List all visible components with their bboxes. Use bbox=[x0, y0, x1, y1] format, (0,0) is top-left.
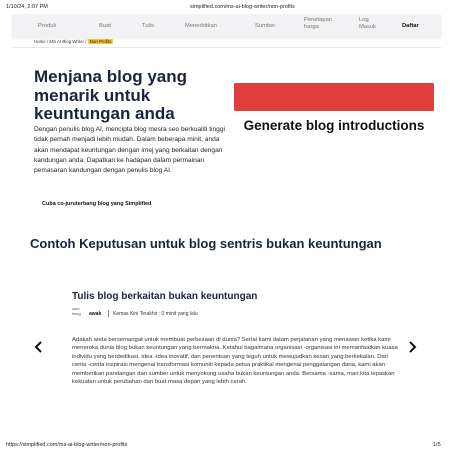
nav-item-sumber[interactable]: Sumber bbox=[255, 23, 276, 29]
chevron-right-icon[interactable] bbox=[405, 340, 419, 354]
nav-item-pricing[interactable]: Penetapan harga bbox=[304, 17, 333, 30]
breadcrumb-parent[interactable]: MS AI Blog Writer bbox=[49, 39, 84, 44]
breadcrumb bbox=[34, 39, 113, 44]
meta-divider bbox=[108, 310, 109, 317]
print-footer-url: https://simplified.com/ms-ai-blog-writer/non-profits bbox=[6, 442, 128, 448]
avatar: user imag bbox=[72, 306, 81, 316]
signup-button[interactable]: Daftar bbox=[402, 23, 419, 29]
nav-item-tulis[interactable]: Tulis bbox=[142, 23, 155, 29]
nav-item-login[interactable]: Log Masuk bbox=[359, 17, 377, 30]
chevron-left-icon[interactable] bbox=[32, 340, 46, 354]
hero-description: Dengan penulis blog AI, mencipta blog mesra seo berkualiti tinggi tidak pernah menjadi lebih mudah. Dalam beberapa minit, anda akan mendapat keuntungan dengan imej yang berkaitan dengan kandungan anda. Dapatkan ke hadapan dalam permainan pemasaran kandungan dengan penulis blog AI. bbox=[34, 126, 225, 175]
breadcrumb-separator: / bbox=[85, 39, 87, 44]
print-url: simplified.com/ms-ai-blog-writer/non-profits bbox=[190, 4, 295, 10]
hero-image-caption: Generate blog introductions bbox=[243, 118, 425, 133]
nav-item-menerbitkan[interactable]: Menerbitkan bbox=[185, 23, 217, 29]
hero-caption: Cuba co-juruterbang blog yang Simplified bbox=[42, 201, 152, 207]
header-divider bbox=[12, 47, 441, 48]
last-updated: Kemas Kini Terakhir : 0 minit yang lalu bbox=[113, 311, 198, 317]
breadcrumb-separator: / bbox=[46, 39, 49, 44]
hero-image bbox=[234, 83, 434, 183]
section-title: Contoh Keputusan untuk blog sentris bukan keuntungan bbox=[30, 236, 382, 251]
breadcrumb-home[interactable]: Home bbox=[34, 39, 46, 44]
hero-image-banner bbox=[234, 83, 434, 111]
card-body: Adakah anda bersemangat untuk membuat perbezaan di dunia? Sertai kami dalam perjalanan yang menawan ketika kami meneroka dunia blog bukan keuntungan yang bermakna. Ketahui bagaimana organisasi -organisasi ini memanfaatkan kuasa individu yang berdedikasi, idea -idea inovatif, dan penentuan yang teguh untuk mewujudkan kesan yang berkekalan. Dari cerita -cerita inspirasi mengenai transformasi komuniti kepada petua praktikal mengenai penggalangan dana, kami akan memberikan pandangan dan sumber untuk menyokong usaha bukan keuntungan anda. Bersama -sama, mari kita lepaskan kekuatan untuk perubahan dan buat masa depan yang lebih cerah. bbox=[72, 337, 398, 386]
top-navigation bbox=[12, 14, 441, 38]
author-name: awak bbox=[89, 311, 102, 317]
card-title: Tulis blog berkaitan bukan keuntungan bbox=[72, 291, 258, 302]
breadcrumb-current: Non Profits bbox=[89, 39, 112, 44]
print-page-number: 1/5 bbox=[433, 442, 441, 448]
nav-item-buat[interactable]: Buat bbox=[99, 23, 111, 29]
print-datetime: 1/10/24, 2:07 PM bbox=[6, 4, 48, 10]
nav-item-produk[interactable]: Produk bbox=[38, 23, 57, 29]
page-title: Menjana blog yang menarik untuk keuntungan anda bbox=[34, 67, 188, 123]
